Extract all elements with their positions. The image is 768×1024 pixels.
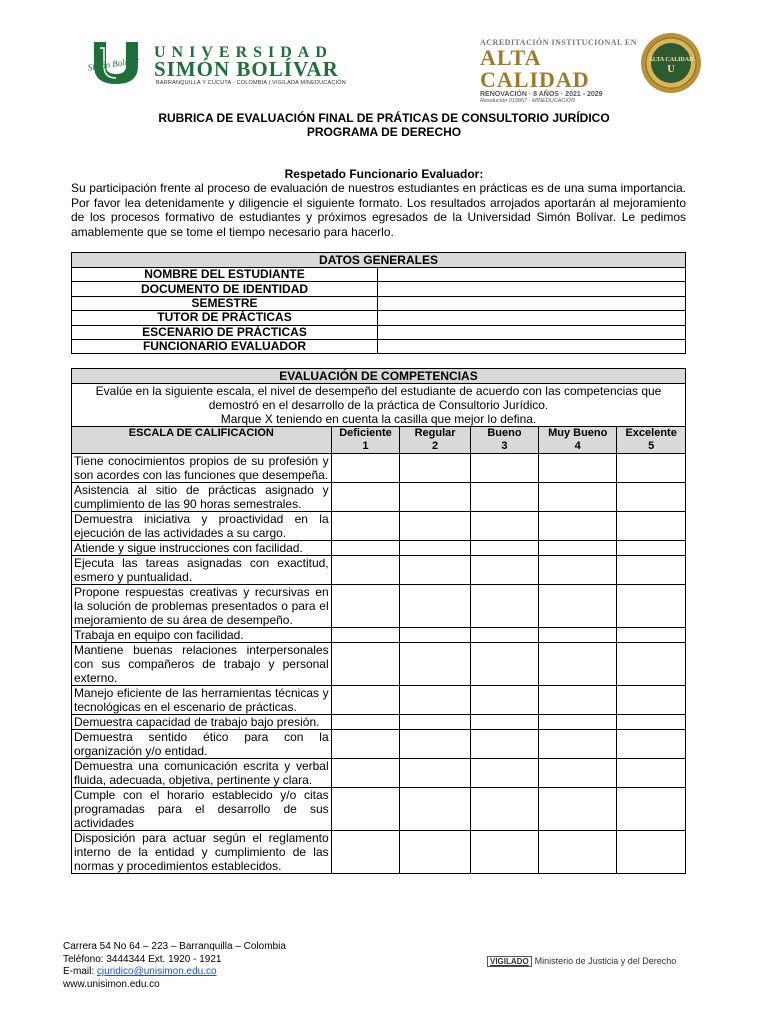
rating-cell[interactable] xyxy=(539,715,617,730)
rating-cell[interactable] xyxy=(470,788,538,831)
logo-line3: BARRANQUILLA Y CÚCUTA - COLOMBIA | VIGILADA MINEDUCACIÓN xyxy=(156,80,346,86)
scale-option-name: Bueno xyxy=(487,427,522,439)
rating-cell[interactable] xyxy=(400,686,470,715)
university-emblem-icon xyxy=(86,38,148,88)
criterion-text: Demuestra una comunicación escrita y verbal fluida, adecuada, objetiva, pertinente y clara. xyxy=(72,759,332,788)
criterion-row xyxy=(72,585,686,628)
footer-contact xyxy=(63,941,286,991)
seal-text: ALTA CALIDAD xyxy=(648,57,694,63)
general-data-row xyxy=(72,339,686,353)
footer-email-label: E-mail: xyxy=(63,966,97,977)
general-data-label: DOCUMENTO DE IDENTIDAD xyxy=(72,282,378,296)
general-data-label: FUNCIONARIO EVALUADOR xyxy=(72,339,378,353)
rating-cell[interactable] xyxy=(331,730,400,759)
rating-cell[interactable] xyxy=(470,628,538,643)
title-line2: PROGRAMA DE DERECHO xyxy=(306,125,462,139)
criterion-row xyxy=(72,643,686,686)
title-line1: RUBRICA DE EVALUACIÓN FINAL DE PRÁTICAS DE CONSULTORIO JURÍDICO xyxy=(158,111,610,125)
criterion-row xyxy=(72,788,686,831)
competencies-table xyxy=(71,368,686,874)
rating-cell[interactable] xyxy=(400,730,470,759)
general-data-value-field[interactable] xyxy=(378,325,686,339)
scale-option-number: 4 xyxy=(574,439,581,452)
rating-cell[interactable] xyxy=(331,454,400,483)
general-data-row xyxy=(72,325,686,339)
criterion-text: Propone respuestas creativas y recursivas en la solución de problemas presentados o para el mejoramiento de su área de desempeño. xyxy=(72,585,332,628)
scale-label: ESCALA DE CALIFICACIÓN xyxy=(72,427,332,454)
scale-header-row xyxy=(72,427,686,454)
rating-cell[interactable] xyxy=(470,483,538,512)
criterion-text: Manejo eficiente de las herramientas técnicas y tecnológicas en el escenario de prácticas. xyxy=(72,686,332,715)
rating-cell[interactable] xyxy=(470,585,538,628)
document-title xyxy=(0,111,768,139)
rating-cell[interactable] xyxy=(617,628,686,643)
rating-cell[interactable] xyxy=(539,628,617,643)
rating-cell[interactable] xyxy=(470,715,538,730)
university-logo xyxy=(86,38,356,92)
intro-paragraph: Su participación frente al proceso de evaluación de nuestros estudiantes en prácticas es de una suma importancia. Por favor lea detenidamente y diligencie el siguiente formato. Los resultados arrojados aportarán al mejoramiento de los procesos formativo de estudiantes y próximos egresados de la Universidad Simón Bolívar. Le pedimos amablemente que se tome el tiempo necesario para hacerlo. xyxy=(71,181,686,239)
rating-cell[interactable] xyxy=(617,556,686,585)
criterion-text: Mantiene buenas relaciones interpersonales con sus compañeros de trabajo y personal externo. xyxy=(72,643,332,686)
general-data-label: ESCENARIO DE PRÁCTICAS xyxy=(72,325,378,339)
criterion-row xyxy=(72,628,686,643)
logo-line2: SIMÓN BOLÍVAR xyxy=(154,57,339,81)
rating-cell[interactable] xyxy=(470,643,538,686)
footer-email-link[interactable]: cjuridico@unisimon.edu.co xyxy=(96,966,217,977)
instruction-line3: Marque X teniendo en cuenta la casilla que mejor lo defina. xyxy=(220,412,537,426)
rating-cell[interactable] xyxy=(617,454,686,483)
criterion-row xyxy=(72,483,686,512)
rating-cell[interactable] xyxy=(400,541,470,556)
criterion-text: Disposición para actuar según el reglamento interno de la entidad y cumplimiento de las normas y procedimientos establecidos. xyxy=(72,831,332,874)
rating-cell[interactable] xyxy=(539,556,617,585)
rating-cell[interactable] xyxy=(331,556,400,585)
rating-cell[interactable] xyxy=(539,541,617,556)
rating-cell[interactable] xyxy=(400,831,470,874)
rating-cell[interactable] xyxy=(400,628,470,643)
rating-cell[interactable] xyxy=(400,556,470,585)
rating-cell[interactable] xyxy=(617,831,686,874)
general-data-value-field[interactable] xyxy=(378,311,686,325)
criterion-row xyxy=(72,556,686,585)
general-data-table xyxy=(71,252,686,354)
rating-cell[interactable] xyxy=(331,628,400,643)
general-data-row xyxy=(72,296,686,310)
rating-cell[interactable] xyxy=(617,759,686,788)
rating-cell[interactable] xyxy=(400,483,470,512)
criterion-row xyxy=(72,686,686,715)
rating-cell[interactable] xyxy=(331,686,400,715)
criterion-text: Demuestra sentido ético para con la organización y/o entidad. xyxy=(72,730,332,759)
rating-cell[interactable] xyxy=(617,483,686,512)
criterion-row xyxy=(72,541,686,556)
scale-option-number: 2 xyxy=(432,439,439,452)
rating-cell[interactable] xyxy=(400,715,470,730)
rating-cell[interactable] xyxy=(470,686,538,715)
competencies-instructions xyxy=(72,384,686,427)
rating-cell[interactable] xyxy=(470,831,538,874)
rating-cell[interactable] xyxy=(539,483,617,512)
rating-cell[interactable] xyxy=(617,715,686,730)
accreditation-line4: Resolución 015867 · MINEDUCACIÓN xyxy=(480,98,576,104)
scale-option-number: 5 xyxy=(648,439,655,452)
scale-option-name: Excelente xyxy=(625,427,677,439)
criterion-text: Trabaja en equipo con facilidad. xyxy=(72,628,332,643)
criterion-row xyxy=(72,454,686,483)
rating-cell[interactable] xyxy=(539,788,617,831)
scale-option-header xyxy=(617,427,686,454)
rating-cell[interactable] xyxy=(617,512,686,541)
vigilado-badge: VIGILADO xyxy=(487,956,532,967)
rating-cell[interactable] xyxy=(331,643,400,686)
criterion-row xyxy=(72,715,686,730)
footer-website: www.unisimon.edu.co xyxy=(63,978,160,990)
rating-cell[interactable] xyxy=(400,585,470,628)
rating-cell[interactable] xyxy=(617,788,686,831)
scale-option-header xyxy=(331,427,400,454)
competencies-header: EVALUACIÓN DE COMPETENCIAS xyxy=(72,369,686,384)
criterion-row xyxy=(72,512,686,541)
rating-cell[interactable] xyxy=(331,585,400,628)
accreditation-line1: ACREDITACIÓN INSTITUCIONAL EN xyxy=(480,38,638,47)
general-data-header: DATOS GENERALES xyxy=(72,253,686,268)
rating-cell[interactable] xyxy=(331,483,400,512)
accreditation-block xyxy=(480,38,640,104)
rating-cell[interactable] xyxy=(539,512,617,541)
scale-option-header xyxy=(400,427,470,454)
criterion-text: Ejecuta las tareas asignadas con exactitud, esmero y puntualidad. xyxy=(72,556,332,585)
criterion-text: Tiene conocimientos propios de su profesión y son acordes con las funciones que desempeña. xyxy=(72,454,332,483)
criterion-row xyxy=(72,730,686,759)
page-header xyxy=(0,30,768,104)
general-data-label: TUTOR DE PRÁCTICAS xyxy=(72,311,378,325)
scale-option-number: 3 xyxy=(501,439,508,452)
criterion-row xyxy=(72,759,686,788)
svg-text:U: U xyxy=(667,64,675,75)
rating-cell[interactable] xyxy=(617,643,686,686)
rating-cell[interactable] xyxy=(617,686,686,715)
quality-seal-icon xyxy=(640,32,702,94)
general-data-value-field[interactable] xyxy=(378,268,686,282)
rating-cell[interactable] xyxy=(470,541,538,556)
general-data-row xyxy=(72,268,686,282)
criterion-text: Demuestra capacidad de trabajo bajo presión. xyxy=(72,715,332,730)
rating-cell[interactable] xyxy=(331,759,400,788)
accreditation-line3: RENOVACIÓN · 8 AÑOS · 2021 - 2029 xyxy=(480,91,603,98)
general-data-label: SEMESTRE xyxy=(72,296,378,310)
instruction-line2: demostró en el desarrollo de la práctica de Consultorio Jurídico. xyxy=(208,398,549,412)
rating-cell[interactable] xyxy=(400,454,470,483)
rating-cell[interactable] xyxy=(331,541,400,556)
scale-option-name: Muy Bueno xyxy=(548,427,608,439)
rating-cell[interactable] xyxy=(331,831,400,874)
rating-cell[interactable] xyxy=(331,512,400,541)
rating-cell[interactable] xyxy=(539,759,617,788)
scale-option-header xyxy=(539,427,617,454)
criterion-text: Asistencia al sitio de prácticas asignado y cumplimiento de las 90 horas semestrales. xyxy=(72,483,332,512)
instruction-line1: Evalúe en la siguiente escala, el nivel de desempeño del estudiante de acuerdo con las competencias que xyxy=(95,384,662,398)
rating-cell[interactable] xyxy=(470,454,538,483)
rating-cell[interactable] xyxy=(617,730,686,759)
rating-cell[interactable] xyxy=(470,759,538,788)
criterion-row xyxy=(72,831,686,874)
signature-text: Simón Bolívar xyxy=(87,55,140,73)
general-data-row xyxy=(72,311,686,325)
rating-cell[interactable] xyxy=(470,512,538,541)
rating-cell[interactable] xyxy=(539,686,617,715)
rating-cell[interactable] xyxy=(539,643,617,686)
logo-line1: UNIVERSIDAD xyxy=(154,44,333,61)
criterion-text: Demuestra iniciativa y proactividad en la ejecución de las actividades a su cargo. xyxy=(72,512,332,541)
general-data-value-field[interactable] xyxy=(378,282,686,296)
rating-cell[interactable] xyxy=(331,788,400,831)
rating-cell[interactable] xyxy=(539,454,617,483)
criterion-text: Atiende y sigue instrucciones con facilidad. xyxy=(72,541,332,556)
rating-cell[interactable] xyxy=(400,643,470,686)
rating-cell[interactable] xyxy=(539,831,617,874)
general-data-label: NOMBRE DEL ESTUDIANTE xyxy=(72,268,378,282)
scale-option-header xyxy=(470,427,538,454)
rating-cell[interactable] xyxy=(331,715,400,730)
ministry-text: Ministerio de Justicia y del Derecho xyxy=(534,956,677,966)
scale-option-number: 1 xyxy=(362,439,369,452)
greeting: Respetado Funcionario Evaluador: xyxy=(284,167,484,181)
rating-cell[interactable] xyxy=(470,556,538,585)
rating-cell[interactable] xyxy=(400,512,470,541)
rating-cell[interactable] xyxy=(539,585,617,628)
footer-address: Carrera 54 No 64 – 223 – Barranquilla – Colombia xyxy=(63,941,286,952)
footer-vigilado xyxy=(487,956,676,966)
rating-cell[interactable] xyxy=(617,541,686,556)
accreditation-line2: ALTA CALIDAD xyxy=(480,45,590,92)
rating-cell[interactable] xyxy=(539,730,617,759)
rating-cell[interactable] xyxy=(400,759,470,788)
rating-cell[interactable] xyxy=(617,585,686,628)
general-data-row xyxy=(72,282,686,296)
rating-cell[interactable] xyxy=(400,788,470,831)
criterion-text: Cumple con el horario establecido y/o citas programadas para el desarrollo de sus actividades xyxy=(72,788,332,831)
footer-email-line xyxy=(63,966,286,979)
scale-option-name: Regular xyxy=(414,427,456,439)
general-data-value-field[interactable] xyxy=(378,296,686,310)
scale-option-name: Deficiente xyxy=(339,427,392,439)
general-data-value-field[interactable] xyxy=(378,339,686,353)
rating-cell[interactable] xyxy=(470,730,538,759)
footer-phone: Teléfono: 3444344 Ext. 1920 - 1921 xyxy=(63,953,222,965)
